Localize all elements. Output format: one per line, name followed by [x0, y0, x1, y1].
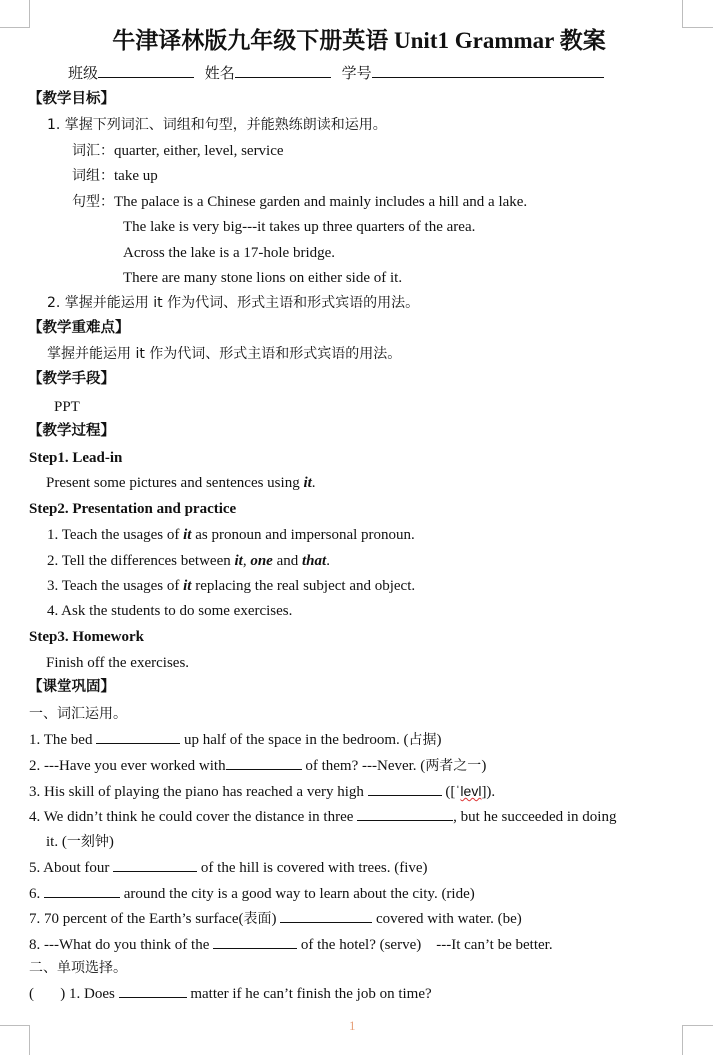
step2-item-4: 4. Ask the students to do some exercises.: [47, 603, 293, 619]
text: , but he succeeded in doing: [453, 809, 617, 825]
step2-title: Step2. Presentation and practice: [29, 501, 237, 517]
section-process: 【教学过程】: [28, 423, 115, 439]
step2-item-3: [47, 576, 415, 596]
text: of the hill is covered with trees. (five): [197, 860, 428, 876]
text: 3. Teach the usages of: [47, 578, 184, 594]
vocab-label: 词汇：: [72, 143, 114, 159]
text: ): [436, 732, 442, 748]
text: ): [108, 834, 114, 850]
exercise1-q2: [29, 755, 486, 776]
name-label: 姓名: [204, 64, 235, 82]
section-means: 【教学手段】: [28, 371, 115, 387]
text: matter if he can’t finish the job on time?: [186, 986, 432, 1002]
corner-mark-bottom-right-h: [682, 1025, 713, 1026]
sentence-text: The palace is a Chinese garden and mainly includes a hill and a lake.: [114, 194, 528, 210]
corner-mark-bottom-right-v: [682, 1025, 683, 1055]
exercise1-q1: [29, 729, 441, 750]
text: of the hotel? (serve) ---It can’t be better.: [297, 937, 553, 953]
key-points-text: 掌握并能运用 it 作为代词、形式主语和形式宾语的用法。: [47, 346, 402, 362]
exercise1-heading: 一、词汇运用。: [29, 706, 127, 722]
text: covered with water. (be): [372, 911, 522, 927]
step1-title: Step1. Lead-in: [29, 450, 123, 466]
text: .: [326, 553, 330, 569]
sentence-line-3: Across the lake is a 17-hole bridge.: [123, 245, 336, 261]
text: 2. ---Have you ever worked with: [29, 758, 226, 774]
corner-mark-bottom-left-v: [29, 1025, 30, 1055]
sentence-line-2: The lake is very big---it takes up three quarters of the area.: [123, 219, 476, 235]
corner-mark-bottom-left-h: [0, 1025, 30, 1026]
it-word: it: [183, 527, 192, 543]
one-word: one: [250, 553, 273, 569]
it-word: it: [183, 578, 192, 594]
corner-mark-top-right-v: [682, 0, 683, 28]
section-consolidation: 【课堂巩固】: [28, 679, 115, 695]
step3-text: Finish off the exercises.: [46, 655, 190, 671]
text: replacing the real subject and object.: [191, 578, 416, 594]
text: and: [272, 553, 303, 569]
text: ): [271, 911, 281, 927]
that-word: that: [302, 553, 327, 569]
exercise1-q4: [29, 806, 616, 827]
text: ]).: [481, 784, 496, 800]
answer-blank[interactable]: [96, 729, 180, 744]
means-text: PPT: [54, 399, 80, 415]
objective-item-2: 2. 掌握并能运用 it 作为代词、形式主语和形式宾语的用法。: [47, 295, 420, 311]
text: around the city is a good way to learn about the city. (ride): [120, 886, 475, 902]
exercise2-q1: [29, 983, 432, 1004]
text: 4. We didn’t think he could cover the distance in three: [29, 809, 358, 825]
text: 1. Teach the usages of: [47, 527, 184, 543]
text: as pronoun and impersonal pronoun.: [191, 527, 415, 543]
text: up half of the space in the bedroom. (: [180, 732, 409, 748]
exercise1-q6: [29, 883, 475, 904]
document-title: 牛津译林版九年级下册英语 Unit1 Grammar 教案: [112, 28, 606, 53]
number-field[interactable]: [372, 63, 604, 78]
name-field[interactable]: [235, 63, 331, 78]
sentence-line-1: [72, 192, 527, 212]
answer-blank[interactable]: [368, 781, 442, 796]
text: ([ˈ: [441, 784, 461, 800]
exercise1-q8: [29, 934, 553, 955]
text: 2. Tell the differences between: [47, 553, 235, 569]
sentence-label: 句型：: [72, 194, 114, 210]
exercise1-q3: [29, 781, 495, 802]
text: it. (: [46, 834, 67, 850]
text: 7. 70 percent of the Earth’s surface(: [29, 911, 244, 927]
step1-text: [46, 473, 316, 493]
answer-blank[interactable]: [226, 755, 302, 770]
answer-blank[interactable]: [44, 883, 120, 898]
step1-it: it: [303, 475, 312, 491]
text: ): [481, 758, 487, 774]
text: of them? ---Never. (: [301, 758, 426, 774]
step3-title: Step3. Homework: [29, 629, 144, 645]
text: ( ) 1. Does: [29, 986, 119, 1002]
hint: 一刻钟: [66, 834, 109, 850]
class-field[interactable]: [98, 63, 194, 78]
exercise2-heading: 二、单项选择。: [29, 960, 127, 976]
step2-item-1: [47, 525, 415, 545]
answer-blank[interactable]: [119, 983, 187, 998]
section-objectives: 【教学目标】: [28, 91, 115, 107]
phrase-label: 词组：: [72, 168, 114, 184]
text: 3. His skill of playing the piano has reached a very high: [29, 784, 368, 800]
hint: 表面: [243, 911, 272, 927]
phrase-words: take up: [114, 168, 158, 184]
exercise1-q4-cont: [46, 832, 114, 852]
phrase-line: [72, 166, 158, 186]
answer-blank[interactable]: [280, 908, 372, 923]
answer-blank[interactable]: [213, 934, 297, 949]
class-label: 班级: [68, 64, 99, 82]
sentence-line-4: There are many stone lions on either side of it.: [123, 270, 403, 286]
vocab-line: [72, 141, 284, 161]
step1-text-main: Present some pictures and sentences using: [46, 475, 304, 491]
exercise1-q5: [29, 857, 428, 878]
page-number: 1: [349, 1018, 356, 1033]
answer-blank[interactable]: [357, 806, 453, 821]
section-key-points: 【教学重难点】: [28, 320, 130, 336]
phonetic: levl: [460, 783, 482, 799]
number-label: 学号: [341, 64, 372, 82]
exercise1-q7: [29, 908, 522, 929]
text: 1. The bed: [29, 732, 97, 748]
hint: 两者之一: [425, 758, 482, 774]
text: 8. ---What do you think of the: [29, 937, 214, 953]
text: 5. About four: [29, 860, 114, 876]
corner-mark-top-left-v: [29, 0, 30, 28]
vocab-words: quarter, either, level, service: [114, 143, 284, 159]
text: 6.: [29, 886, 44, 902]
hint: 占据: [408, 732, 437, 748]
objective-item-1: 1. 掌握下列词汇、词组和句型，并能熟练朗读和运用。: [47, 117, 387, 133]
student-info-line: [68, 63, 604, 83]
text: ,: [242, 553, 251, 569]
step2-item-2: [47, 551, 330, 571]
it-word: it: [234, 553, 243, 569]
answer-blank[interactable]: [113, 857, 197, 872]
step1-end: .: [311, 475, 316, 491]
